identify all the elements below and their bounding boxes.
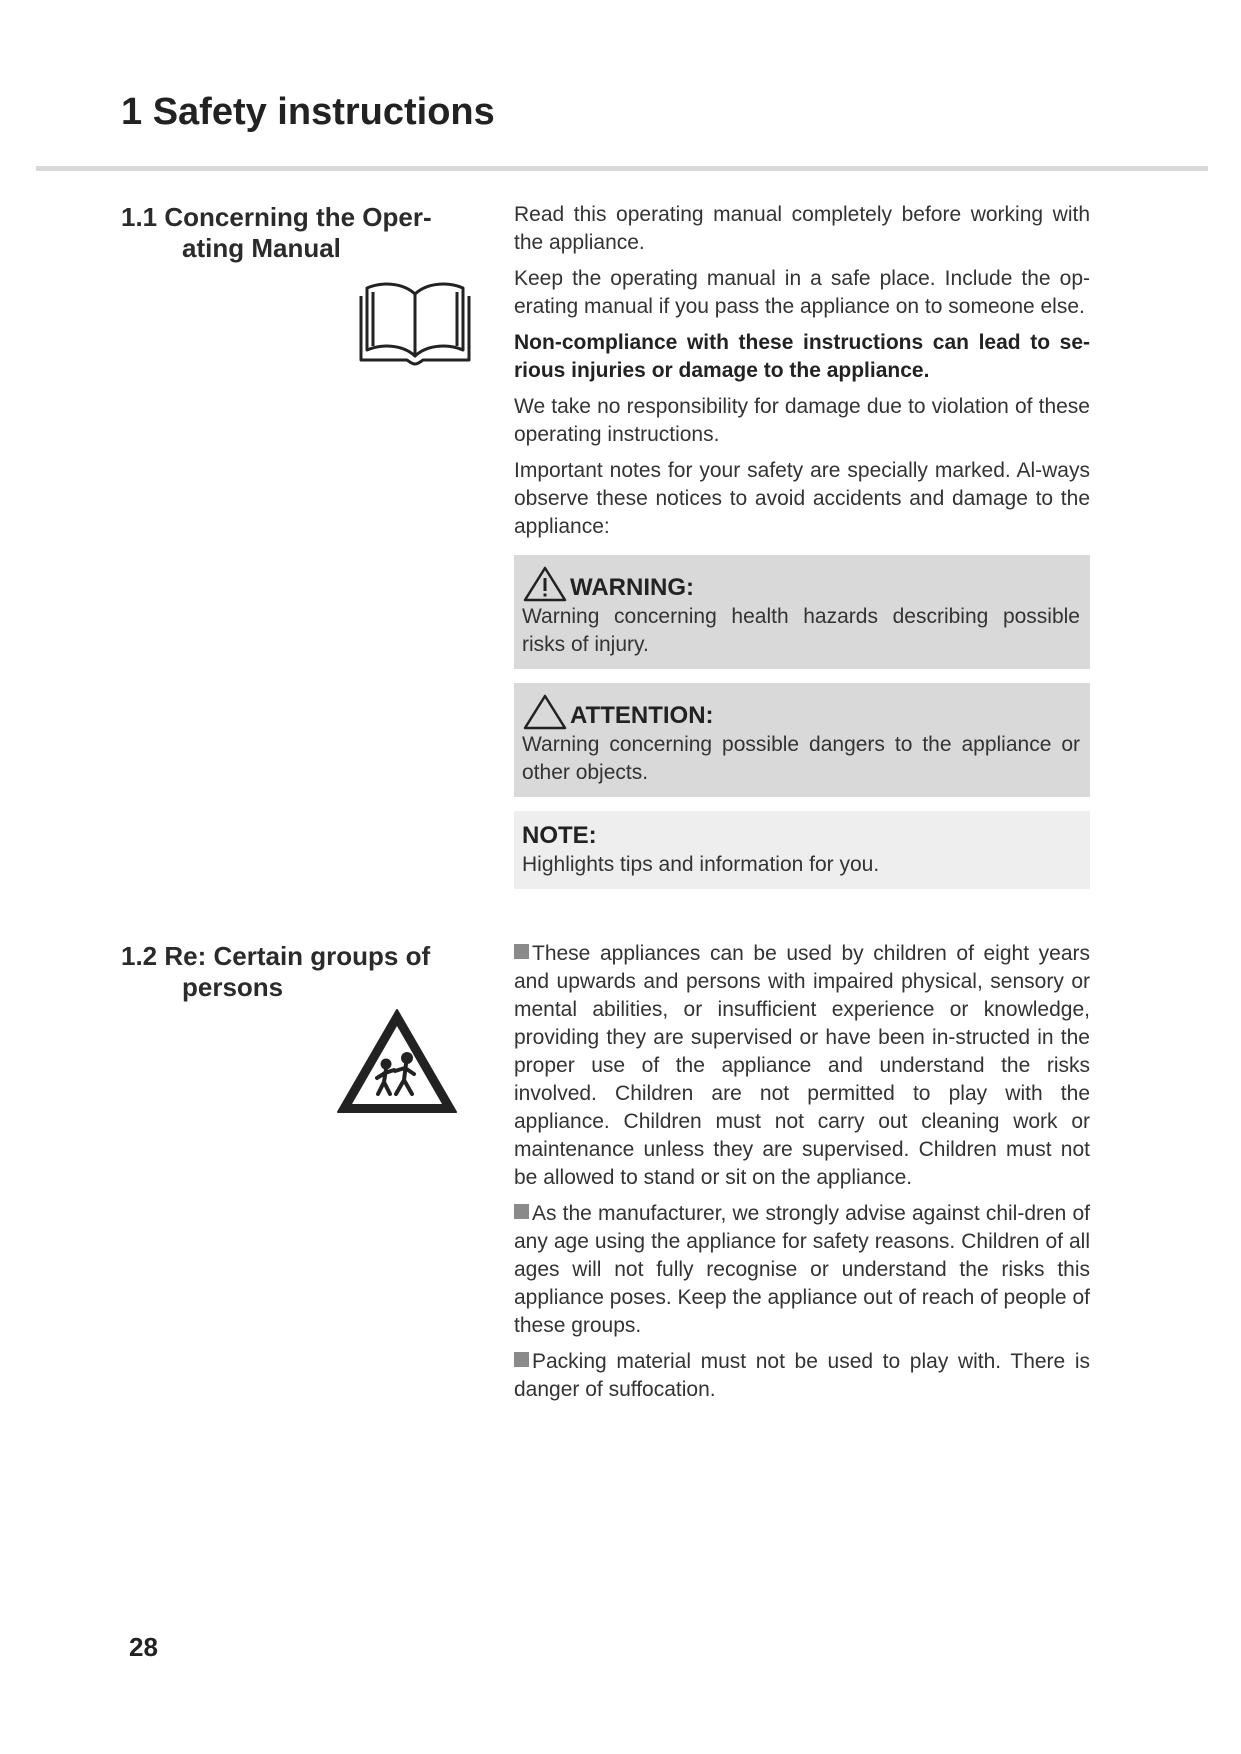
section-heading-line: persons: [182, 972, 284, 1002]
page-number: 28: [129, 1632, 158, 1662]
section-heading-operating-manual: [121, 202, 461, 264]
bullet-square-icon: [514, 944, 529, 959]
bullet-text: Packing material must not be used to play with. There is danger of suffocation.: [514, 1350, 1090, 1401]
open-book-icon: [357, 276, 473, 366]
paragraph: Important notes for your safety are specially marked. Al-ways observe these notices to avoid accidents and damage to the appliance:: [514, 459, 1090, 538]
children-warning-sign-icon: [334, 1006, 460, 1116]
bullet-item: [514, 1200, 1090, 1340]
attention-triangle-icon: [522, 693, 568, 731]
bullet-text: As the manufacturer, we strongly advise against chil-dren of any age using the appliance for safety reasons. Children of all ages will not fully recognise or understand the risks this appliance poses. Keep the appliance out of reach of people of these groups.: [514, 1202, 1090, 1337]
attention-notice: [514, 683, 1090, 797]
bullet-item: [514, 940, 1090, 1192]
warning-triangle-icon: [522, 565, 568, 603]
certain-groups-content: [514, 940, 1090, 1412]
paragraph: We take no responsibility for damage due to violation of these operating instructions.: [514, 395, 1090, 446]
warning-text: Warning concerning health hazards describing possible risks of injury.: [522, 605, 1080, 656]
bullet-square-icon: [514, 1204, 529, 1219]
bullet-item: [514, 1348, 1090, 1404]
section-heading-line: 1.1 Concerning the Oper-: [121, 202, 432, 232]
non-compliance-paragraph: Non-compliance with these instructions can lead to se-rious injuries or damage to the appliance.: [514, 331, 1090, 382]
attention-label: ATTENTION:: [570, 702, 714, 729]
operating-manual-content: [514, 201, 1090, 889]
section-heading-certain-groups: [121, 941, 461, 1003]
attention-text: Warning concerning possible dangers to the appliance or other objects.: [522, 733, 1080, 784]
warning-label: WARNING:: [570, 574, 694, 601]
bullet-square-icon: [514, 1352, 529, 1367]
bullet-text: These appliances can be used by children of eight years and upwards and persons with impaired physical, sensory or mental abilities, or insufficient experience or knowledge, providing they are supervised or have been in-structed in the proper use of the appliance and understand the risks involved. Children are not permitted to play with the appliance. Children must not carry out cleaning work or maintenance unless they are supervised. Children must not be allowed to stand or sit on the appliance.: [514, 942, 1090, 1189]
page-title: 1 Safety instructions: [121, 91, 495, 133]
section-heading-line: ating Manual: [182, 233, 341, 263]
section-heading-line: 1.2 Re: Certain groups of: [121, 941, 431, 971]
note-label: NOTE:: [522, 822, 597, 849]
warning-notice: [514, 555, 1090, 669]
note-notice: [514, 811, 1090, 889]
paragraph: Keep the operating manual in a safe place. Include the op-erating manual if you pass the appliance on to someone else.: [514, 267, 1090, 318]
paragraph: Read this operating manual completely before working with the appliance.: [514, 203, 1090, 254]
title-divider: [36, 166, 1208, 171]
note-text: Highlights tips and information for you.: [522, 853, 880, 876]
